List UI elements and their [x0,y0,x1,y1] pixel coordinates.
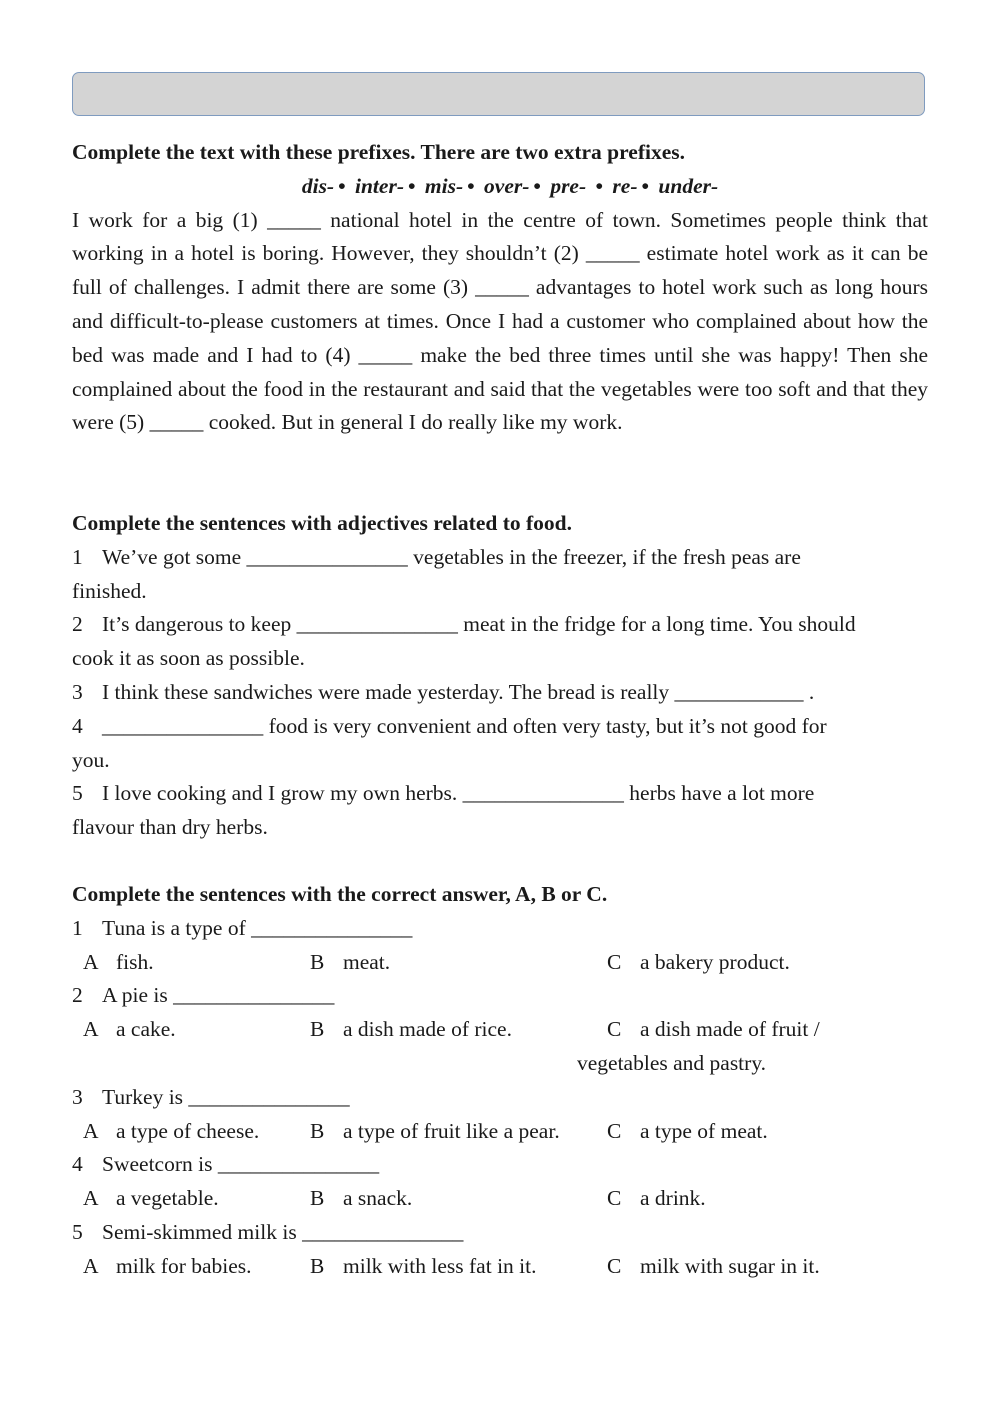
bullet: • [338,173,346,198]
item-number: 5 [72,781,83,806]
section-heading: Complete the text with these prefixes. There are two extra prefixes. [72,140,685,164]
prefix: dis- [301,173,335,198]
option-c: C a bakery product. [607,949,790,974]
option-a: A fish. [83,949,154,974]
option-b: B a dish made of rice. [310,1017,512,1042]
item-number: 4 [72,713,83,738]
question-line [72,979,928,1013]
bullet: • [533,173,541,198]
bullet: • [467,173,475,198]
option-c: C a drink. [607,1186,706,1211]
options-row [72,1115,928,1149]
question-text: A pie is _______________ [102,983,335,1008]
sentence-line: you. [72,747,110,772]
option-a: A a type of cheese. [83,1118,260,1143]
item-number: 4 [72,1152,83,1177]
option-b: B milk with less fat in it. [310,1253,537,1278]
sentence-line [72,541,928,575]
sentence-line: finished. [72,578,147,603]
item-number: 3 [72,679,83,704]
option-c-continued: vegetables and pastry. [577,1050,767,1075]
options-row [72,1250,928,1284]
question-line [72,1148,928,1182]
options-row [72,1182,928,1216]
sentence-line [72,710,928,744]
cloze-paragraph: I work for a big (1) _____ national hotel in the centre of town. Sometimes people think that working in a hotel is boring. However, they shouldn’t (2) _____ estimate hotel work as it can be full of challenges. I admit there are some (3) _____ advantages to hotel work such as long hours and difficult-to-please customers at times. Once I had a customer who complained about how the bed was made and I had to (4) _____ make the bed three times until she was happy! Then she complained about the food in the restaurant and said that the vegetables were too soft and that they were (5) _____ cooked. But in general I do really like my work. [72,207,928,435]
prefix: over- [484,173,530,198]
option-b: B meat. [310,949,391,974]
bullet: • [407,173,416,198]
option-a: A a cake. [83,1017,176,1042]
question-text: Sweetcorn is _______________ [102,1152,380,1177]
prefix-section [72,136,928,440]
adjectives-section [72,507,928,845]
sentence-line: cook it as soon as possible. [72,646,305,671]
sentence-line [72,608,928,642]
options-row [72,1013,928,1047]
option-c: C milk with sugar in it. [607,1253,820,1278]
item-number: 2 [72,612,83,637]
multiple-choice-section [72,878,928,1284]
question-text: Tuna is a type of _______________ [102,915,413,940]
option-b: B a type of fruit like a pear. [310,1118,560,1143]
sentence-line [72,676,928,710]
option-b: B a snack. [310,1186,413,1211]
question-line [72,1216,928,1250]
section-heading: Complete the sentences with the correct answer, A, B or C. [72,882,608,906]
sentence-text: We’ve got some _______________ vegetables in the freezer, if the fresh peas are [102,544,801,569]
item-number: 2 [72,983,83,1008]
sentence-text: I love cooking and I grow my own herbs. _______________ herbs have a lot more [102,781,815,806]
option-a: A a vegetable. [83,1186,219,1211]
bullet: • [595,173,604,198]
item-number: 5 [72,1219,83,1244]
title-banner [72,72,925,116]
item-number: 3 [72,1084,83,1109]
prefix: mis- [424,173,464,198]
option-a: A milk for babies. [83,1253,252,1278]
bullet: • [641,173,650,198]
sentence-line [72,777,928,811]
prefix: inter- [355,173,404,198]
item-number: 1 [72,544,83,569]
sentence-line: flavour than dry herbs. [72,815,268,840]
question-text: Semi-skimmed milk is _______________ [102,1219,464,1244]
options-row [72,946,928,980]
item-number: 1 [72,915,83,940]
sentence-text: It’s dangerous to keep _______________ meat in the fridge for a long time. You should [102,612,856,637]
prefix: pre- [550,173,587,198]
prefix: re- [612,173,638,198]
prefix: under- [658,173,719,198]
section-heading: Complete the sentences with adjectives related to food. [72,511,572,535]
option-c: C a type of meat. [607,1118,768,1143]
question-line [72,1081,928,1115]
sentence-text: _______________ food is very convenient and often very tasty, but it’s not good for [102,713,827,738]
question-line [72,912,928,946]
sentence-text: I think these sandwiches were made yesterday. The bread is really ____________ . [102,679,815,704]
option-c: C a dish made of fruit / [607,1017,820,1042]
prefix-list [72,170,928,204]
question-text: Turkey is _______________ [102,1084,350,1109]
